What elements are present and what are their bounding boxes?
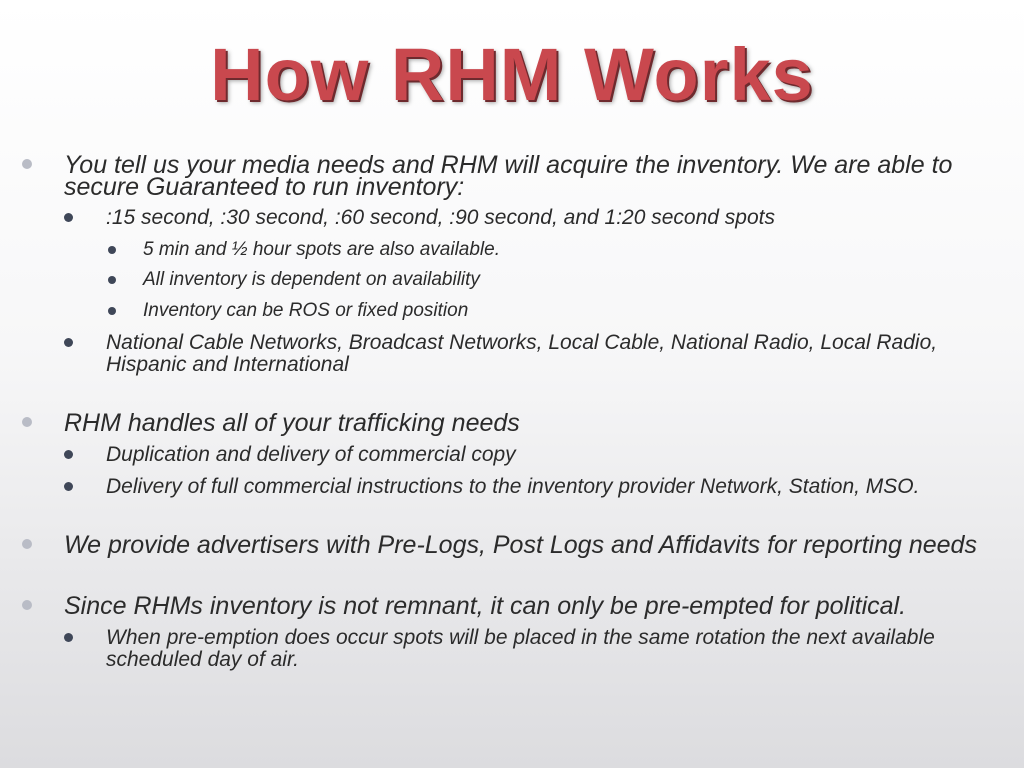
bullet-text: You tell us your media needs and RHM will acquire the inventory. We are able to secure Guaranteed to run inventory: [64,151,953,201]
bullet-dot [64,450,73,459]
sub-sub-bullet-ros [0,301,1024,321]
slide-title: How RHM Works [210,33,814,116]
sub-sub-bullet-availability [0,270,1024,290]
bullet-dot [22,539,32,549]
bullet-dot [108,307,116,315]
bullet-text: Delivery of full commercial instructions to the inventory provider Network, Station, MSO. [106,475,920,498]
bullet-dot [108,276,116,284]
sub-bullet-instructions [0,476,1024,498]
bullet-dot [64,338,73,347]
bullet-text: We provide advertisers with Pre-Logs, Post Logs and Affidavits for reporting needs [64,531,977,559]
bullet-dot [108,246,116,254]
bullet-media-needs [0,151,1024,201]
bullet-text: 5 min and ½ hour spots are also available. [143,239,500,260]
bullet-dot [64,213,73,222]
slide-content [0,151,1024,671]
bullet-dot [22,159,32,169]
bullet-dot [64,633,73,642]
sub-sub-bullet-long-spots [0,240,1024,260]
bullet-text: All inventory is dependent on availability [143,269,480,290]
bullet-text: :15 second, :30 second, :60 second, :90 second, and 1:20 second spots [106,206,775,229]
bullet-text: Duplication and delivery of commercial copy [106,443,516,466]
sub-bullet-rotation [0,627,1024,671]
bullet-text: National Cable Networks, Broadcast Networks, Local Cable, National Radio, Local Radio, Hispanic and International [106,331,938,376]
bullet-dot [22,417,32,427]
bullet-text: Since RHMs inventory is not remnant, it can only be pre-empted for political. [64,592,907,620]
sub-bullet-duplication [0,444,1024,466]
bullet-dot [22,600,32,610]
bullet-text: Inventory can be ROS or fixed position [143,300,469,321]
bullet-preemption [0,592,1024,620]
bullet-text: RHM handles all of your trafficking needs [64,409,520,437]
bullet-trafficking [0,409,1024,437]
bullet-dot [64,482,73,491]
sub-bullet-spot-lengths [0,207,1024,229]
bullet-reporting [0,531,1024,559]
bullet-text: When pre-emption does occur spots will be placed in the same rotation the next available scheduled day of air. [106,626,935,671]
sub-bullet-networks [0,332,1024,376]
